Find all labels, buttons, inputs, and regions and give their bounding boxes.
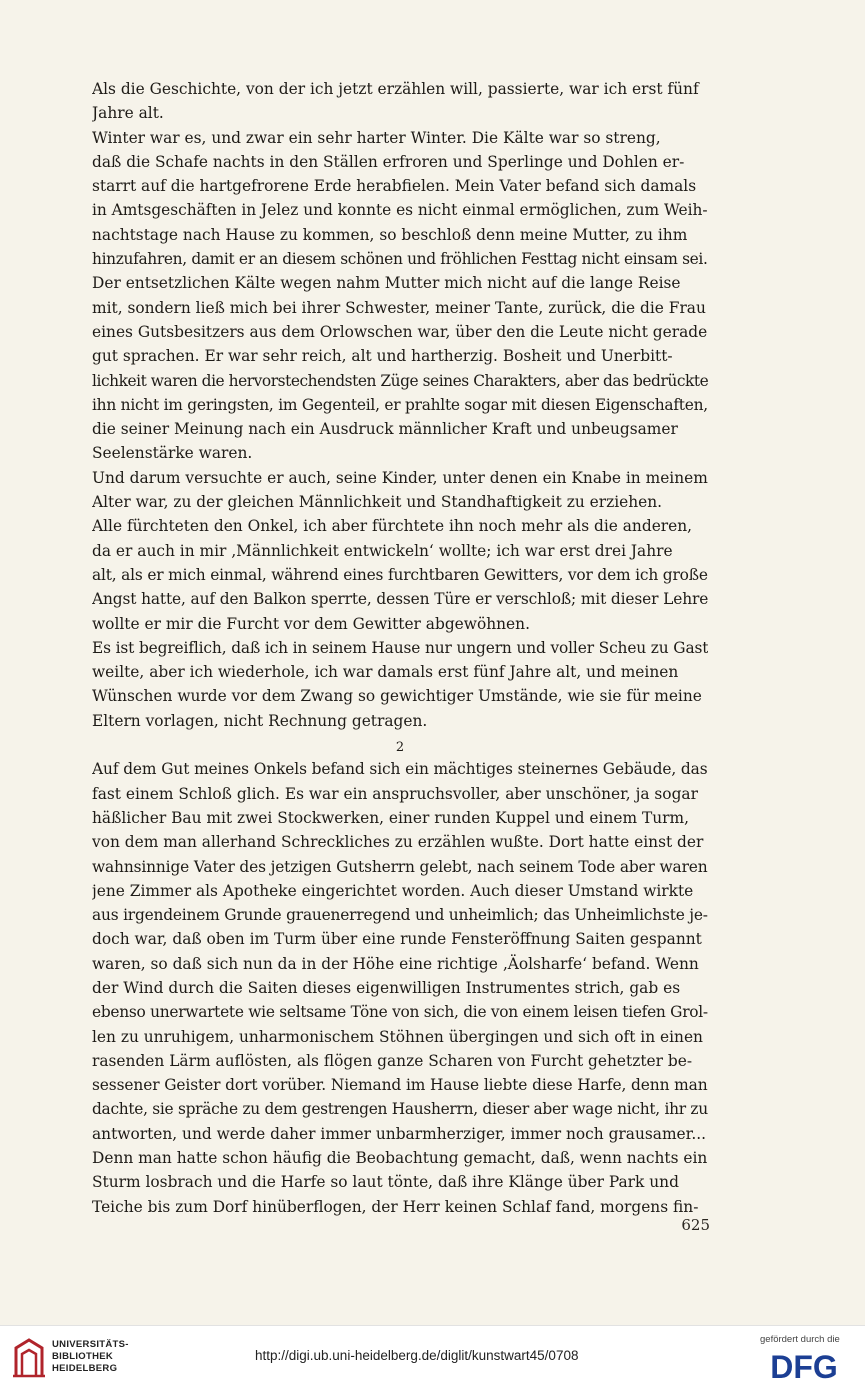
text-line: Eltern vorlagen, nicht Rechnung getragen. (92, 711, 428, 730)
text-line: nachtstage nach Hause zu kommen, so beschloß denn meine Mutter, zu ihm (92, 225, 688, 244)
text-line: eines Gutsbesitzers aus dem Orlowschen war, über den die Leute nicht gerade (92, 322, 708, 341)
text-line: aus irgendeinem Grunde grauenerregend und unheimlich; das Unheimlichste je- (92, 906, 708, 925)
text-line: Winter war es, und zwar ein sehr harter Winter. Die Kälte war so streng, (92, 128, 661, 147)
text-line: doch war, daß oben im Turm über eine runde Fensteröffnung Saiten gespannt (92, 930, 702, 949)
text-line: in Amtsgeschäften in Jelez und konnte es nicht einmal ermöglichen, zum Weih- (92, 201, 708, 220)
text-line: Jahre alt. (92, 104, 164, 123)
text-line: wahnsinnige Vater des jetzigen Gutsherrn gelebt, nach seinem Tode aber waren (92, 857, 708, 876)
text-line: Der entsetzlichen Kälte wegen nahm Mutter mich nicht auf die lange Reise (92, 274, 681, 293)
viewer-footer (0, 1325, 865, 1390)
text-line: antworten, und werde daher immer unbarmherziger, immer noch grausamer... (92, 1124, 706, 1143)
dfg-logo-text: DFG (770, 1350, 838, 1382)
text-line: der Wind durch die Saiten dieses eigenwilligen Instrumentes strich, gab es (92, 978, 681, 997)
story-text (92, 77, 708, 1219)
library-name-line: BIBLIOTHEK (52, 1351, 114, 1362)
text-line: dachte, sie spräche zu dem gestrengen Hausherrn, dieser aber wage nicht, ihr zu (92, 1100, 708, 1119)
text-line: die seiner Meinung nach ein Ausdruck männlicher Kraft und unbeugsamer (92, 420, 678, 439)
page-number: 625 (681, 1216, 710, 1234)
text-line: Alle fürchteten den Onkel, ich aber fürchtete ihn noch mehr als die anderen, (92, 517, 693, 536)
text-line: gut sprachen. Er war sehr reich, alt und hartherzig. Bosheit und Unerbitt- (92, 347, 673, 366)
text-line: Es ist begreiflich, daß ich in seinem Hause nur ungern und voller Scheu zu Gast (92, 638, 708, 657)
permalink-url[interactable]: http://digi.ub.uni-heidelberg.de/diglit/kunstwart45/0708 (255, 1348, 579, 1363)
text-line: Wünschen wurde vor dem Zwang so gewichtiger Umstände, wie sie für meine (92, 687, 702, 706)
text-line: jene Zimmer als Apotheke eingerichtet worden. Auch dieser Umstand wirkte (92, 881, 694, 900)
text-line: wollte er mir die Furcht vor dem Gewitter abgewöhnen. (92, 614, 530, 633)
library-name-line: UNIVERSITÄTS- (52, 1339, 129, 1350)
text-line: Als die Geschichte, von der ich jetzt erzählen will, passierte, war ich erst fünf (92, 80, 699, 98)
text-line: Angst hatte, auf den Balkon sperrte, dessen Türe er verschloß; mit dieser Lehre (92, 590, 708, 609)
story-part-2 (92, 757, 708, 1219)
text-line: len zu unruhigem, unharmonischem Stöhnen übergingen und sich oft in einen (92, 1027, 703, 1046)
library-name[interactable] (52, 1339, 129, 1375)
section-number: 2 (395, 740, 405, 756)
story-part-1 (92, 77, 708, 733)
text-line: ihn nicht im geringsten, im Gegenteil, er prahlte sogar mit diesen Eigenschaften, (92, 395, 708, 414)
text-line: daß die Schafe nachts in den Ställen erfroren und Sperlinge und Dohlen er- (92, 152, 685, 171)
text-line: Auf dem Gut meines Onkels befand sich ein mächtiges steinernes Gebäude, das (92, 760, 708, 779)
text-line: rasenden Lärm auflösten, als flögen ganze Scharen von Furcht gehetzter be- (92, 1051, 693, 1070)
text-line: häßlicher Bau mit zwei Stockwerken, einer runden Kuppel und einem Turm, (92, 808, 689, 827)
ub-heidelberg-logo-icon[interactable] (12, 1338, 46, 1378)
text-line: alt, als er mich einmal, während eines furchtbaren Gewitters, vor dem ich große (92, 565, 708, 584)
text-line: Alter war, zu der gleichen Männlichkeit und Standhaftigkeit zu erziehen. (92, 493, 663, 512)
text-line: lichkeit waren die hervorstechendsten Züge seines Charakters, aber das bedrückte (92, 371, 708, 390)
text-line: ebenso unerwartete wie seltsame Töne von sich, die von einem leisen tiefen Grol- (92, 1003, 708, 1022)
text-line: waren, so daß sich nun da in der Höhe eine richtige ‚Äolsharfe‘ befand. Wenn (92, 954, 699, 973)
text-line: Und darum versuchte er auch, seine Kinder, unter denen ein Knabe in meinem (92, 468, 708, 487)
text-line: hinzufahren, damit er an diesem schönen und fröhlichen Festtag nicht einsam sei. (92, 250, 708, 269)
text-line: Denn man hatte schon häufig die Beobachtung gemacht, daß, wenn nachts ein (92, 1149, 708, 1168)
text-line: sessener Geister dort vorüber. Niemand im Hause liebte diese Harfe, denn man (92, 1076, 708, 1095)
text-line: mit, sondern ließ mich bei ihrer Schwester, meiner Tante, zurück, die die Frau (92, 298, 706, 317)
text-line: Sturm losbrach und die Harfe so laut tönte, daß ihre Klänge über Park und (92, 1173, 679, 1192)
dfg-logo-icon[interactable] (758, 1350, 850, 1382)
text-line: Seelenstärke waren. (92, 444, 253, 463)
funder-caption: gefördert durch die (760, 1334, 840, 1345)
text-line: da er auch in mir ‚Männlichkeit entwickeln‘ wollte; ich war erst drei Jahre (92, 541, 673, 560)
text-line: Teiche bis zum Dorf hinüberflogen, der Herr keinen Schlaf fand, morgens fin- (92, 1197, 699, 1216)
text-line: fast einem Schloß glich. Es war ein anspruchsvoller, aber unschöner, ja sogar (92, 784, 698, 803)
text-line: weilte, aber ich wiederhole, ich war damals erst fünf Jahre alt, und meinen (92, 663, 679, 682)
text-line: von dem man allerhand Schreckliches zu erzählen wußte. Dort hatte einst der (92, 833, 704, 852)
text-line: starrt auf die hartgefrorene Erde herabfielen. Mein Vater befand sich damals (92, 177, 697, 196)
library-name-line: HEIDELBERG (52, 1363, 118, 1374)
